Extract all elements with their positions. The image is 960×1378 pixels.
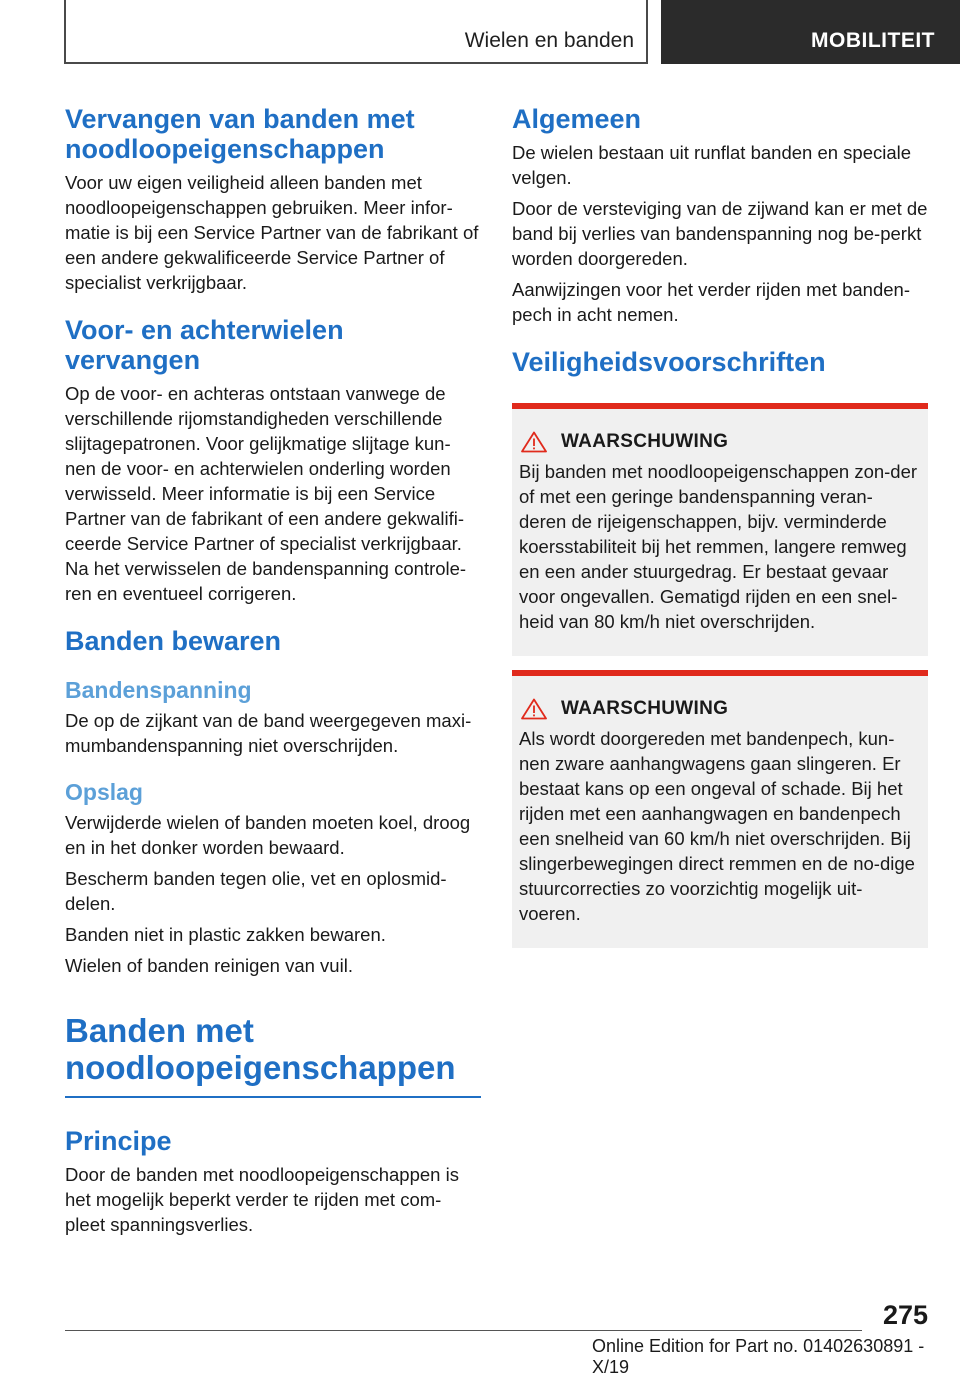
paragraph-general-2: Door de versteviging van de zijwand kan er met de band bij verlies van bandenspanning nog be-perkt worden doorgereden. <box>512 198 928 269</box>
right-column <box>512 104 928 948</box>
heading-tyre-pressure: Bandenspanning <box>65 677 252 703</box>
warning-text-1: Bij banden met noodloopeigenschappen zon-der of met een geringe bandenspanning veran-deren de rijeigenschappen, bijv. verminderde koersstabiliteit bij het remmen, langere remweg en een ander stuurgedrag. Er bestaat gevaar voor ongevallen. Gematigd rijden en een snel-heid van 80 km/h niet overschrijden. <box>519 461 918 632</box>
warning-box-2 <box>512 670 928 948</box>
paragraph-replace-tyres: Voor uw eigen veiligheid alleen banden met noodloopeigenschappen gebruiken. Meer infor-matie is bij een Service Partner van de fabrikant of een andere gekwalificeerde Service Partner of specialist verkrijgbaar. <box>65 172 479 293</box>
warning-triangle-icon <box>521 431 547 453</box>
heading-principle: Principe <box>65 1126 172 1156</box>
heading-store-tyres: Banden bewaren <box>65 626 282 656</box>
chapter-title: MOBILITEIT <box>811 29 935 52</box>
paragraph-principle: Door de banden met noodloopeigenschappen is het mogelijk beperkt verder te rijden met com-pleet spanningsverlies. <box>65 1164 459 1235</box>
warning-box-1 <box>512 403 928 656</box>
paragraph-storage-4: Wielen of banden reinigen van vuil. <box>65 955 353 976</box>
paragraph-front-rear: Op de voor- en achteras ontstaan vanwege de verschillende rijomstandigheden verschillende slijtagepatronen. Voor gelijkmatige slijtage kun-nen de voor- en achterwielen onderling worden verwisseld. Meer informatie is bij een Service Partner van de fabrikant of een andere gekwalifi-ceerde Service Partner of specialist verkrijgbaar. Na het verwisselen de bandenspanning controle-ren en eventueel corrigeren. <box>65 383 467 604</box>
footer-edition: Online Edition for Part no. 01402630891 - X/19 <box>592 1336 925 1377</box>
page-number: 275 <box>882 1300 928 1330</box>
paragraph-storage-1: Verwijderde wielen of banden moeten koel, droog en in het donker worden bewaard. <box>65 812 471 858</box>
warning-label-2: WAARSCHUWING <box>561 698 729 719</box>
warning-title-1 <box>519 431 920 453</box>
paragraph-general-3: Aanwijzingen voor het verder rijden met banden-pech in acht nemen. <box>512 279 910 325</box>
warning-text-2: Als wordt doorgereden met bandenpech, kun-nen zware aanhangwagens gaan slingeren. Er bestaat kans op een ongeval of schade. Bij het rijden met een aanhangwagen en bandenpech een snelheid van 60 km/h niet overschrijden. Bij slingerbewegingen direct remmen en de no-dige stuurcorrecties zo voorzichtig mogelijk uit-voeren. <box>519 728 915 924</box>
heading-storage: Opslag <box>65 779 143 805</box>
heading-front-rear: Voor- en achterwielen vervangen <box>65 315 344 375</box>
header-section-box <box>64 0 648 64</box>
paragraph-general-1: De wielen bestaan uit runflat banden en speciale velgen. <box>512 142 912 188</box>
paragraph-storage-3: Banden niet in plastic zakken bewaren. <box>65 924 386 945</box>
section-title: Wielen en banden <box>464 29 634 52</box>
warning-label-1: WAARSCHUWING <box>561 431 729 452</box>
chapter-tab <box>661 0 960 64</box>
warning-title-2 <box>519 698 920 720</box>
heading-replace-tyres: Vervangen van banden met noodloopeigenschappen <box>65 104 415 164</box>
warning-triangle-icon <box>521 698 547 720</box>
footer-divider <box>65 1330 862 1331</box>
paragraph-storage-2: Bescherm banden tegen olie, vet en oplosmid-delen. <box>65 868 447 914</box>
left-column <box>65 104 481 1243</box>
heading-runflat-tyres: Banden met noodloopeigenschappen <box>65 1012 481 1098</box>
heading-general: Algemeen <box>512 104 642 134</box>
paragraph-tyre-pressure: De op de zijkant van de band weergegeven maxi-mumbandenspanning niet overschrijden. <box>65 710 472 756</box>
heading-safety: Veiligheidsvoorschriften <box>512 347 826 377</box>
